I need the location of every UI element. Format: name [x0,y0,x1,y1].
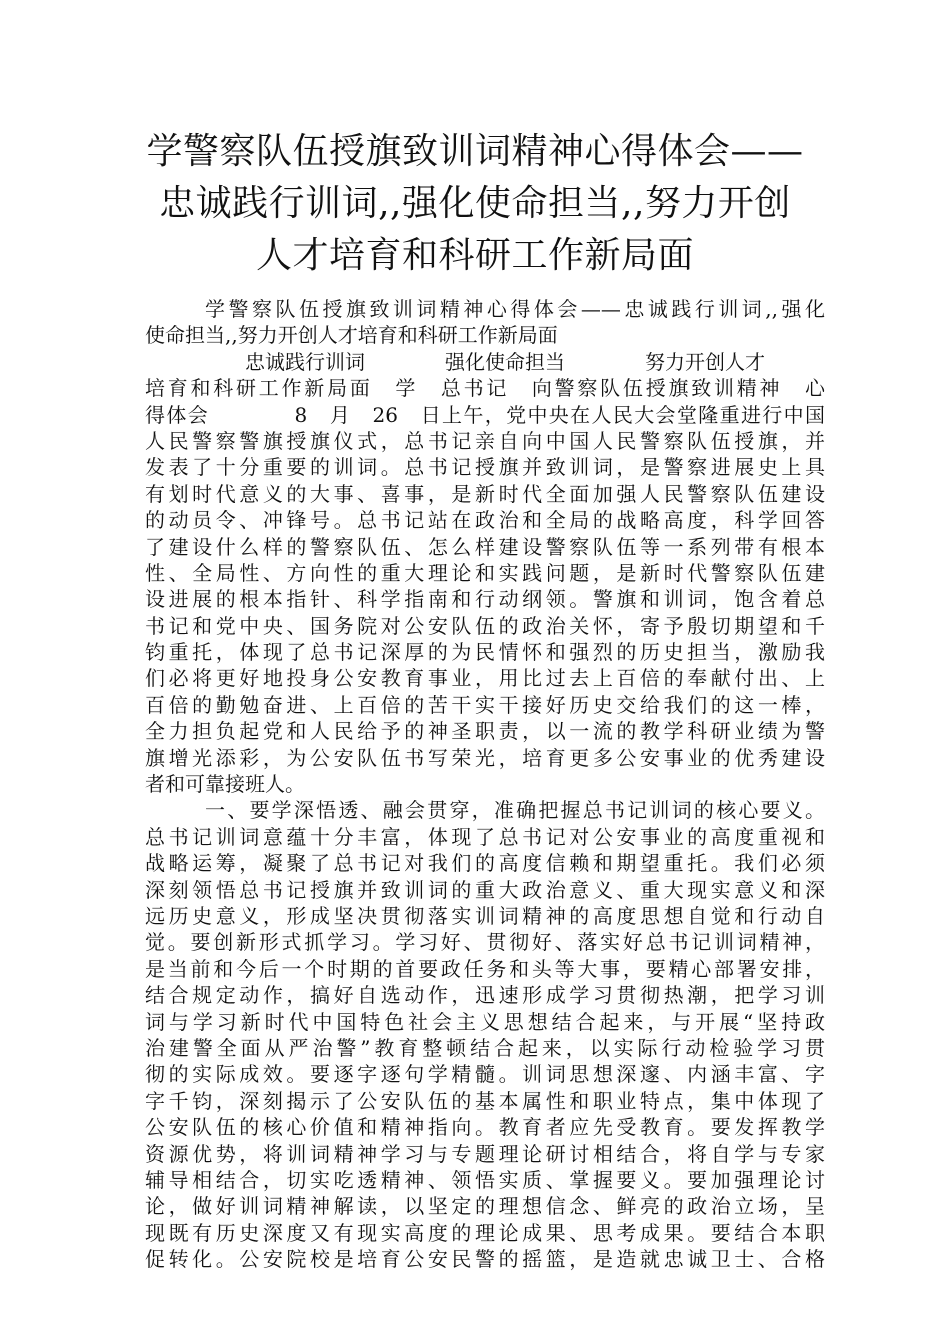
body-line: 治建警全面从严治警”教育整顿结合起来，以实际行动检验学习贯 [145,1035,825,1060]
body-line: 的动员令、冲锋号。总书记站在政治和全局的战略高度，科学回答 [145,508,825,533]
body-line: 了建设什么样的警察队伍、怎么样建设警察队伍等一系列带有根本 [145,534,825,559]
body-line: 是当前和今后一个时期的首要政任务和头等大事，要精心部署安排， [145,956,825,981]
body-line: 性、全局性、方向性的重大理论和实践问题，是新时代警察队伍建 [145,560,825,585]
title-line: 忠诚践行训词,,强化使命担当,,努力开创 [159,183,791,224]
body-line: 得体会 8 月 26 日上午，党中央在人民大会堂隆重进行中国 [145,402,825,427]
body-line: 一、要学深悟透、融会贯穿，准确把握总书记训词的核心要义。 [205,798,825,823]
body-line: 论，做好训词精神解读，以坚定的理想信念、鲜亮的政治立场，呈 [145,1194,825,1219]
body-line: 百倍的勤勉奋进、上百倍的苦干实干接好历史交给我们的这一棒， [145,692,825,717]
body-line: 书记和党中央、国务院对公安队伍的政治关怀，寄予殷切期望和千 [145,613,825,638]
document-title [120,126,830,282]
body-line: 设进展的根本指针、科学指南和行动纲领。警旗和训词，饱含着总 [145,587,825,612]
body-line: 促转化。公安院校是培育公安民警的摇篮，是造就忠诚卫士、合格 [145,1247,825,1272]
body-line: 忠诚践行训词 强化使命担当 努力开创人才 [245,349,765,374]
title-line: 人才培育和科研工作新局面 [255,235,694,276]
body-line: 全力担负起党和人民给予的神圣职责，以一流的教学科研业绩为警 [145,719,825,744]
body-line: 人民警察警旗授旗仪式，总书记亲自向中国人民警察队伍授旗，并 [145,428,825,453]
body-line: 发表了十分重要的训词。总书记授旗并致训词，是警察进展史上具 [145,455,825,480]
body-line: 总书记训词意蕴十分丰富，体现了总书记对公安事业的高度重视和 [145,824,825,849]
body-line: 学警察队伍授旗致训词精神心得体会——忠诚践行训词,,强化 [205,297,825,321]
body-line: 彻的实际成效。要逐字逐句学精髓。训词思想深邃、内涵丰富、字 [145,1062,825,1087]
body-line: 培育和科研工作新局面 学 总书记 向警察队伍授旗致训精神 心 [145,376,825,401]
body-line: 战略运筹，凝聚了总书记对我们的高度信赖和期望重托。我们必须 [145,851,825,876]
body-line: 辅导相结合，切实吃透精神、领悟实质、掌握要义。要加强理论讨 [145,1167,825,1192]
body-line: 们必将更好地投身公安教育事业，用比过去上百倍的奉献付出、上 [145,666,825,691]
body-line: 钧重托，体现了总书记深厚的为民情怀和强烈的历史担当，激励我 [145,640,825,665]
document-body [145,296,825,1272]
body-line: 有划时代意义的大事、喜事，是新时代全面加强人民警察队伍建设 [145,481,825,506]
body-line: 结合规定动作，搞好自选动作，迅速形成学习贯彻热潮，把学习训 [145,983,825,1008]
body-line: 者和可靠接班人。 [145,772,305,797]
body-line: 公安队伍的核心价值和精神指向。教育者应先受教育。要发挥教学 [145,1115,825,1140]
body-line: 旗增光添彩，为公安队伍书写荣光，培育更多公安事业的优秀建设 [145,745,825,770]
title-line: 学警察队伍授旗致训词精神心得体会—— [146,131,804,172]
body-line: 词与学习新时代中国特色社会主义思想结合起来，与开展“坚持政 [145,1009,825,1034]
body-line: 觉。要创新形式抓学习。学习好、贯彻好、落实好总书记训词精神， [145,930,825,955]
body-line: 现既有历史深度又有现实高度的理论成果、思考成果。要结合本职 [145,1220,825,1245]
body-line: 使命担当,,努力开创人才培育和科研工作新局面 [145,323,558,348]
body-line: 远历史意义，形成坚决贯彻落实训词精神的高度思想自觉和行动自 [145,903,825,928]
body-line: 资源优势，将训词精神学习与专题理论研讨相结合，将自学与专家 [145,1141,825,1166]
body-line: 深刻领悟总书记授旗并致训词的重大政治意义、重大现实意义和深 [145,877,825,902]
body-line: 字千钧，深刻揭示了公安队伍的基本属性和职业特点，集中体现了 [145,1088,825,1113]
